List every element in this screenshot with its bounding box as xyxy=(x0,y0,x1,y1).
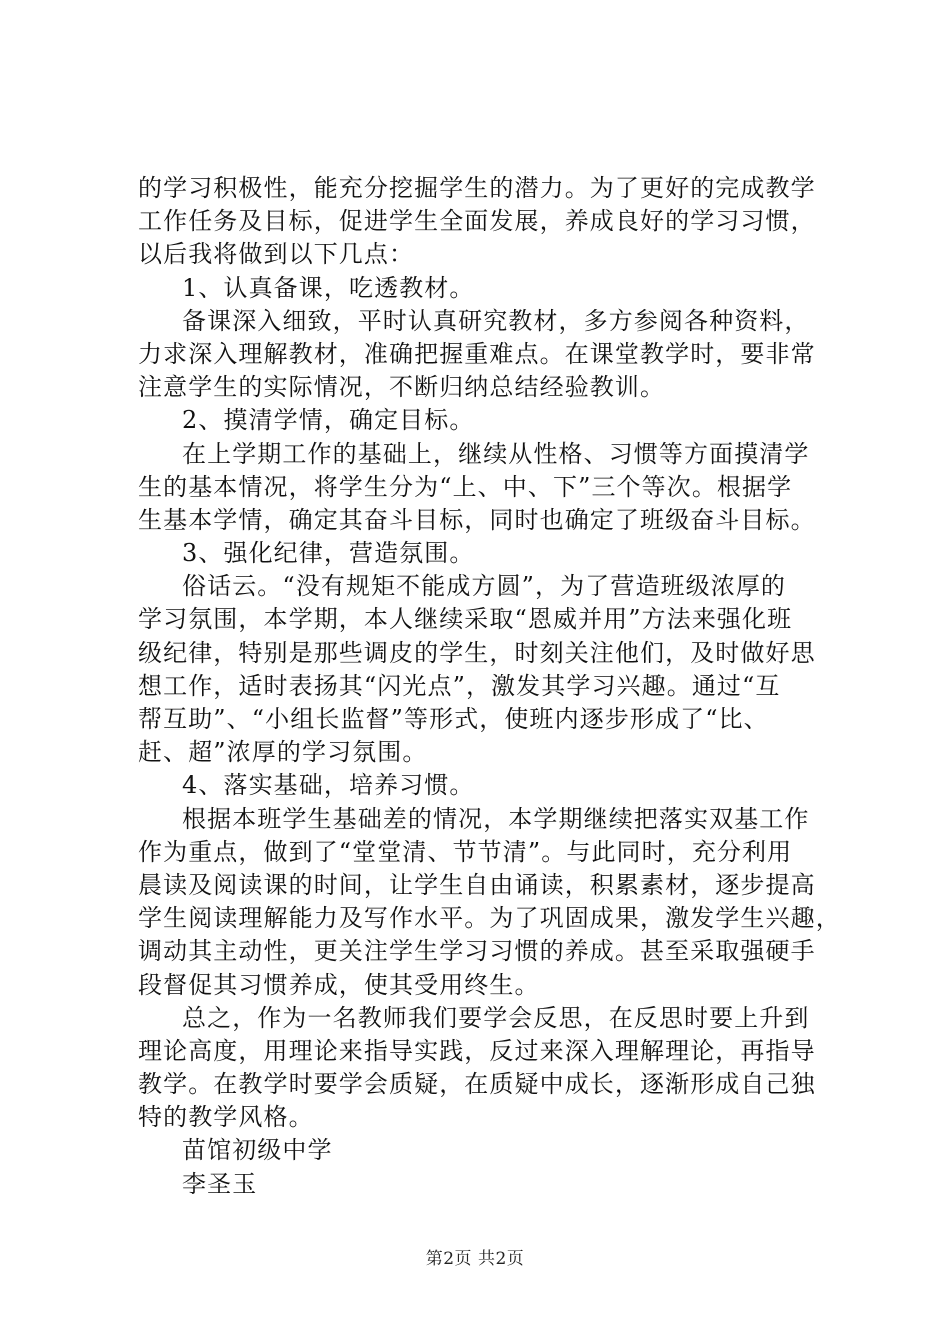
paragraph-line: 想工作，适时表扬其“闪光点”，激发其学习兴趣。通过“互 xyxy=(138,671,781,700)
paragraph-line: 段督促其习惯养成，使其受用终生。 xyxy=(138,970,540,999)
paragraph-line: 帮互助”、“小组长监督”等形式，使班内逐步形成了“比、 xyxy=(138,705,769,733)
paragraph-line: 学习氛围，本学期，本人继续采取“恩威并用”方法来强化班 xyxy=(138,605,793,634)
paragraph-line: 在上学期工作的基础上，继续从性格、习惯等方面摸清学 xyxy=(182,439,810,468)
paragraph-line: 生基本学情，确定其奋斗目标，同时也确定了班级奋斗目标。 xyxy=(138,505,816,534)
author-name: 李圣玉 xyxy=(182,1169,258,1198)
page-footer: 第2页 共2页 xyxy=(425,1249,525,1269)
paragraph-line: 赶、超”浓厚的学习氛围。 xyxy=(138,738,428,767)
paragraph-line: 特的教学风格。 xyxy=(138,1103,314,1132)
paragraph-line: 晨读及阅读课的时间，让学生自由诵读，积累素材，逐步提高 xyxy=(138,870,816,899)
paragraph-line: 以后我将做到以下几点： xyxy=(138,240,415,269)
paragraph-line: 备课深入细致，平时认真研究教材，多方参阅各种资料， xyxy=(182,306,810,335)
section-heading: 2、摸清学情，确定目标。 xyxy=(182,406,475,435)
paragraph-line: 调动其主动性，更关注学生学习习惯的养成。甚至采取强硬手 xyxy=(138,937,816,966)
paragraph-line: 级纪律，特别是那些调皮的学生，时刻关注他们，及时做好思 xyxy=(138,638,816,667)
section-heading: 3、强化纪律，营造氛围。 xyxy=(182,539,475,568)
paragraph-line: 工作任务及目标，促进学生全面发展，养成良好的学习习惯， xyxy=(138,207,816,236)
paragraph-line: 学生阅读理解能力及写作水平。为了巩固成果，激发学生兴趣， xyxy=(138,904,841,933)
paragraph-line: 理论高度，用理论来指导实践，反过来深入理解理论，再指导 xyxy=(138,1036,816,1065)
section-heading: 1、认真备课，吃透教材。 xyxy=(182,273,475,302)
paragraph-line: 根据本班学生基础差的情况，本学期继续把落实双基工作 xyxy=(182,804,810,833)
paragraph-line: 的学习积极性，能充分挖掘学生的潜力。为了更好的完成教学 xyxy=(138,174,816,202)
paragraph-line: 作为重点，做到了“堂堂清、节节清”。与此同时，充分利用 xyxy=(138,837,793,866)
paragraph-line: 注意学生的实际情况，不断归纳总结经验教训。 xyxy=(138,373,666,402)
paragraph-line: 俗话云。“没有规矩不能成方圆”，为了营造班级浓厚的 xyxy=(182,572,787,601)
paragraph-line: 生的基本情况，将学生分为“上、中、下”三个等次。根据学 xyxy=(138,472,793,501)
paragraph-line: 力求深入理解教材，准确把握重难点。在课堂教学时，要非常 xyxy=(138,339,816,368)
school-name: 苗馆初级中学 xyxy=(182,1136,333,1165)
paragraph-line: 总之，作为一名教师我们要学会反思，在反思时要上升到 xyxy=(182,1003,810,1032)
document-body xyxy=(138,172,841,1201)
paragraph-line: 教学。在教学时要学会质疑，在质疑中成长，逐渐形成自己独 xyxy=(138,1070,816,1099)
section-heading: 4、落实基础，培养习惯。 xyxy=(182,771,475,800)
